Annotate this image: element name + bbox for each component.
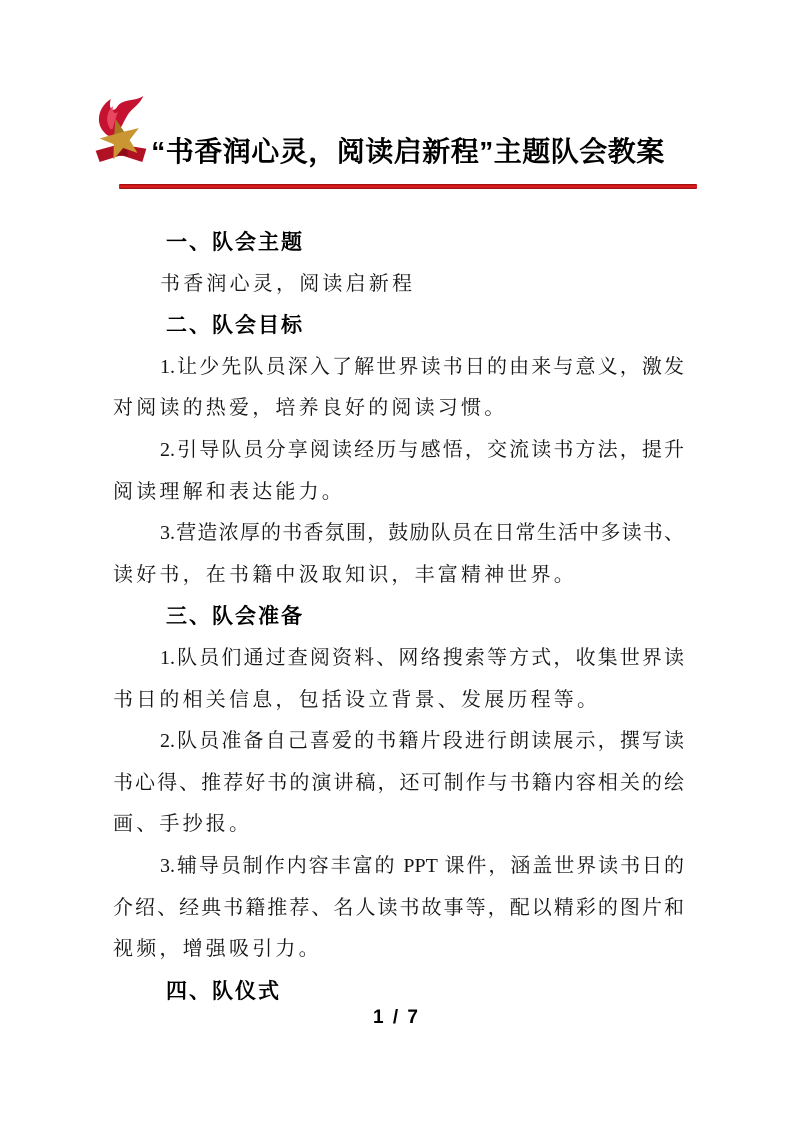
paragraph-line: 对阅读的热爱，培养良好的阅读习惯。 bbox=[113, 397, 508, 420]
document-body bbox=[113, 222, 684, 1012]
paragraph-line: 介绍、经典书籍推荐、名人读书故事等，配以精彩的图片和 bbox=[113, 896, 684, 919]
section-heading: 二、队会目标 bbox=[166, 314, 304, 338]
paragraph-line: 书香润心灵，阅读启新程 bbox=[160, 272, 416, 295]
paragraph-line: 视频，增强吸引力。 bbox=[113, 938, 322, 961]
paragraph-line: 书日的相关信息，包括设立背景、发展历程等。 bbox=[113, 688, 601, 711]
paragraph-line: 1.队员们通过查阅资料、网络搜索等方式，收集世界读 bbox=[160, 646, 684, 669]
paragraph-line: 2.队员准备自己喜爱的书籍片段进行朗读展示，撰写读 bbox=[160, 730, 684, 753]
page-number: 1 / 7 bbox=[373, 1007, 420, 1028]
paragraph-line: 读好书，在书籍中汲取知识，丰富精神世界。 bbox=[113, 563, 577, 586]
section-heading: 四、队仪式 bbox=[166, 979, 281, 1003]
paragraph-line: 阅读理解和表达能力。 bbox=[113, 480, 345, 503]
document-title: “书香润心灵，阅读启新程”主题队会教案 bbox=[151, 136, 665, 167]
section-heading: 一、队会主题 bbox=[166, 231, 304, 254]
paragraph-line: 书心得、推荐好书的演讲稿，还可制作与书籍内容相关的绘 bbox=[113, 771, 684, 794]
paragraph-line: 1.让少先队员深入了解世界读书日的由来与意义，激发 bbox=[160, 355, 684, 378]
paragraph-line: 3.营造浓厚的书香氛围，鼓励队员在日常生活中多读书、 bbox=[160, 522, 684, 545]
section-heading: 三、队会准备 bbox=[166, 605, 304, 629]
title-divider-rule bbox=[119, 184, 697, 189]
paragraph-line: 2.引导队员分享阅读经历与感悟，交流读书方法，提升 bbox=[160, 438, 684, 461]
paragraph-line: 3.辅导员制作内容丰富的 PPT 课件，涵盖世界读书日的 bbox=[160, 854, 684, 877]
paragraph-line: 画、手抄报。 bbox=[113, 813, 253, 836]
